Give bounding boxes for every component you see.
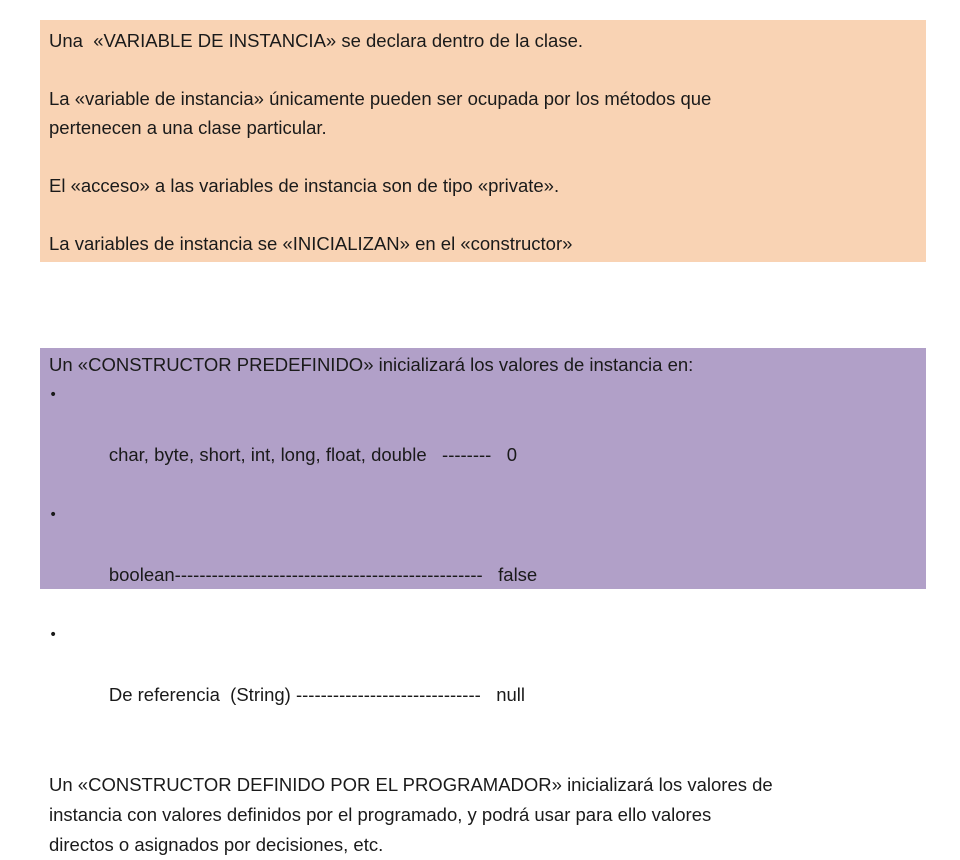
programmer-constructor-text: Un «CONSTRUCTOR DEFINIDO POR EL PROGRAMADOR» inicializará los valores de [49,774,773,795]
instance-variable-declaration-text: Una «VARIABLE DE INSTANCIA» se declara dentro de la clase. [49,30,584,51]
spacer [49,740,914,770]
spacer [49,200,914,229]
list-item [49,620,914,740]
list-item-text: char, byte, short, int, long, float, double -------- 0 [108,444,518,465]
spacer [49,55,914,84]
instance-variable-usage-text-cont: pertenecen a una clase particular. [49,117,327,138]
list-item-text: De referencia (String) ------------------------------ null [108,684,526,705]
default-constructor-intro: Un «CONSTRUCTOR PREDEFINIDO» inicializará los valores de instancia en: [49,354,694,375]
programmer-constructor-text-end: directos o asignados por decisiones, etc. [49,834,384,855]
default-values-list [49,380,914,740]
instance-variable-initialization-text: La variables de instancia se «INICIALIZAN» en el «constructor» [49,233,573,254]
bullet-icon: • [49,387,58,403]
list-item-text: boolean-------------------------------------------------- false [108,564,538,585]
spacer [49,142,914,171]
constructor-box [40,348,926,855]
list-item [49,500,914,620]
bullet-icon: • [49,507,58,523]
instance-variable-usage-text: La «variable de instancia» únicamente pueden ser ocupada por los métodos que [49,88,712,109]
bullet-icon: • [49,627,58,643]
instance-variable-box [40,20,926,262]
list-item [49,380,914,500]
instance-variable-access-text: El «acceso» a las variables de instancia son de tipo «private». [49,175,560,196]
programmer-constructor-text-cont: instancia con valores definidos por el programado, y podrá usar para ello valores [49,804,712,825]
